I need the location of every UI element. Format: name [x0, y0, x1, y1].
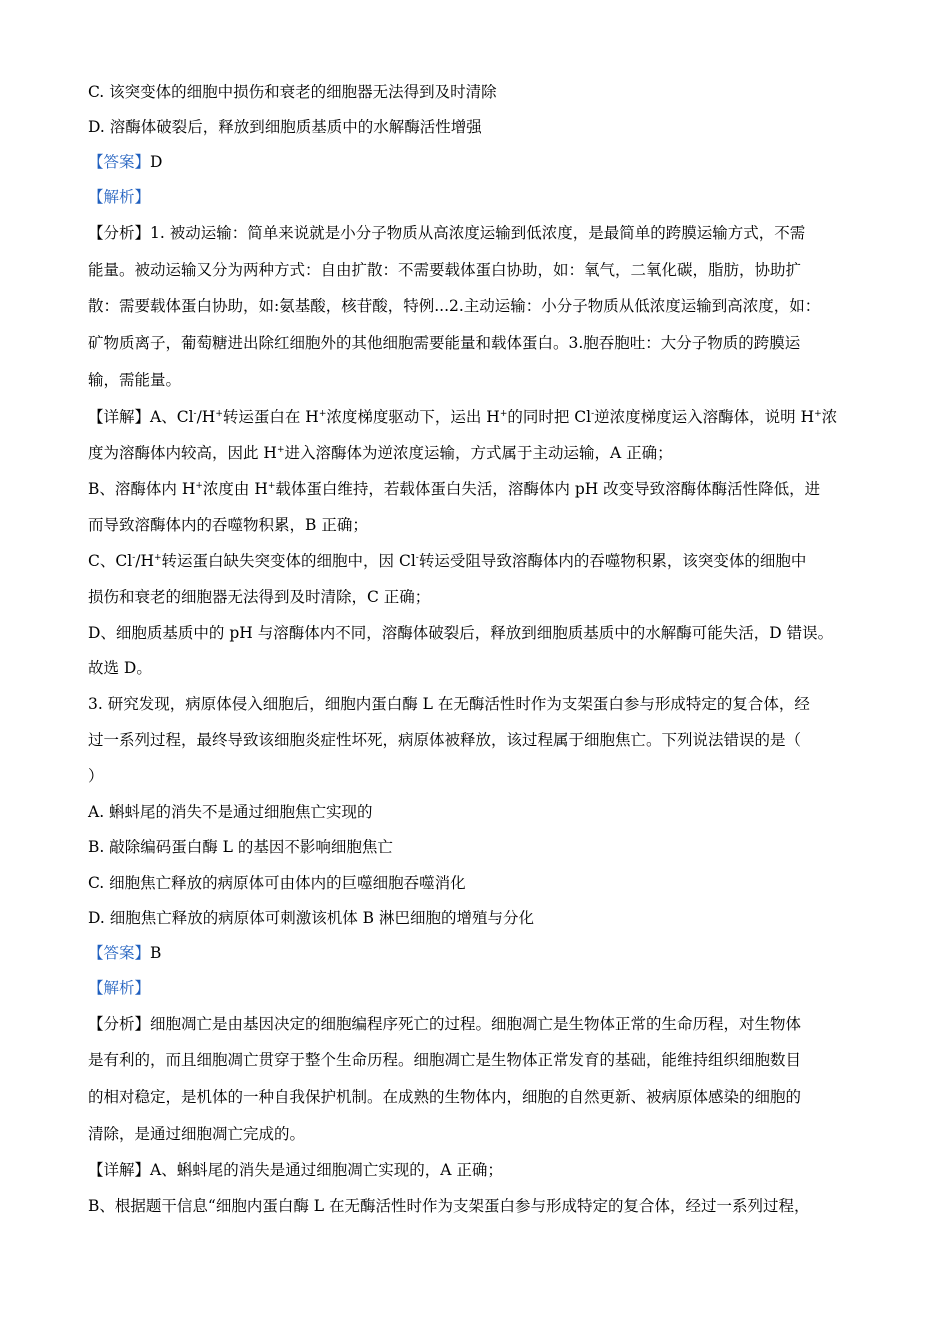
q2-fenxi-line-3: 散：需要载体蛋白协助，如:氨基酸，核苷酸，特例...2.主动运输：小分子物质从低浓度运输到高浓度，如：: [88, 297, 821, 315]
text-run: /H: [135, 552, 154, 570]
fenxi-label: 【分析】: [88, 1015, 151, 1033]
q2-xiangjie-c-line-1: [88, 551, 806, 571]
q2-option-c: C. 该突变体的细胞中损伤和衰老的细胞器无法得到及时清除: [88, 83, 497, 101]
q2-answer: [88, 152, 162, 172]
text-run: B、溶酶体内 H: [88, 480, 196, 498]
q3-stem-line-3: ）: [88, 767, 104, 785]
superscript: -: [193, 409, 197, 419]
superscript: +: [153, 553, 162, 563]
text-run: 浓度梯度驱动下，运出 H: [326, 408, 500, 426]
q3-option-c: C. 细胞焦亡释放的病原体可由体内的巨噬细胞吞噬消化: [88, 874, 466, 892]
q2-xiangjie-b-line-1: [88, 479, 820, 499]
xiangjie-label: 【详解】: [88, 1161, 151, 1179]
q2-xiangjie-b-line-2: 而导致溶酶体内的吞噬物积累，B 正确；: [88, 516, 368, 534]
superscript: -: [591, 409, 595, 419]
q2-fenxi-line-4: 矿物质离子，葡萄糖进出除红细胞外的其他细胞需要能量和载体蛋白。3.胞吞胞吐：大分子物质的跨膜运: [88, 334, 801, 352]
superscript: +: [215, 409, 223, 419]
superscript: +: [267, 481, 276, 491]
answer-label: 【答案】: [88, 153, 151, 171]
q3-stem-line-1: 3. 研究发现，病原体侵入细胞后，细胞内蛋白酶 L 在无酶活性时作为支架蛋白参与形成特定的复合体，经: [88, 695, 810, 713]
q2-xiangjie-a-line-2: [88, 443, 673, 463]
q3-fenxi-line-2: 是有利的，而且细胞凋亡贯穿于整个生命历程。细胞凋亡是生物体正常发育的基础，能维持组织细胞数目: [88, 1051, 802, 1069]
superscript: +: [318, 409, 327, 419]
q3-answer: [88, 943, 161, 963]
q2-fenxi-line-5: 输，需能量。: [88, 371, 182, 389]
xiangjie-text: A、蝌蚪尾的消失是通过细胞凋亡实现的，A 正确；: [150, 1161, 503, 1179]
q3-xiangjie-a: [88, 1160, 503, 1180]
text-run: 浓: [821, 408, 838, 426]
text-run: 度为溶酶体内较高，因此 H: [88, 444, 277, 462]
text-run: 转运蛋白在 H: [222, 408, 319, 426]
text-run: 的同时把 Cl: [507, 408, 592, 426]
text-run: 进入溶酶体为逆浓度运输，方式属于主动运输，A 正确；: [284, 444, 673, 462]
text-run: /H: [196, 408, 216, 426]
q2-xiangjie-c-line-2: 损伤和衰老的细胞器无法得到及时清除，C 正确；: [88, 588, 431, 606]
superscript: +: [499, 409, 508, 419]
q3-analysis-label: 【解析】: [88, 979, 151, 997]
fenxi-label: 【分析】: [88, 224, 151, 242]
q2-option-d: D. 溶酶体破裂后，释放到细胞质基质中的水解酶活性增强: [88, 118, 482, 136]
answer-value: B: [150, 944, 162, 962]
text-run: A、Cl: [150, 408, 194, 426]
superscript: +: [195, 481, 203, 491]
superscript: -: [132, 553, 136, 563]
q2-fenxi-line-2: 能量。被动运输又分为两种方式：自由扩散：不需要载体蛋白协助，如：氧气，二氧化碳，脂肪，协助扩: [88, 261, 802, 279]
text-run: 转运蛋白缺失突变体的细胞中，因 Cl: [161, 552, 416, 570]
fenxi-text: 1. 被动运输：简单来说就是小分子物质从高浓度运输到低浓度，是最简单的跨膜运输方式，不需: [150, 224, 806, 242]
q2-fenxi-line-1: [88, 223, 805, 243]
q2-xiangjie-d: D、细胞质基质中的 pH 与溶酶体内不同，溶酶体破裂后，释放到细胞质基质中的水解酶可能失活，D 错误。: [88, 624, 834, 642]
q3-fenxi-line-4: 清除，是通过细胞凋亡完成的。: [88, 1125, 306, 1143]
text-run: 浓度由 H: [202, 480, 268, 498]
text-run: C、Cl: [88, 552, 133, 570]
answer-value: D: [150, 153, 163, 171]
superscript: +: [276, 445, 285, 455]
text-run: 逆浓度梯度运入溶酶体，说明 H: [594, 408, 815, 426]
q3-option-a: A. 蝌蚪尾的消失不是通过细胞焦亡实现的: [88, 803, 373, 821]
superscript: +: [814, 409, 822, 419]
q3-fenxi-line-1: [88, 1014, 801, 1034]
superscript: -: [415, 553, 419, 563]
text-run: 载体蛋白维持，若载体蛋白失活，溶酶体内 pH 改变导致溶酶体酶活性降低，进: [275, 480, 821, 498]
q3-stem-line-2: 过一系列过程，最终导致该细胞炎症性坏死，病原体被释放，该过程属于细胞焦亡。下列说法错误的是（: [88, 731, 802, 749]
q3-option-d: D. 细胞焦亡释放的病原体可刺激该机体 B 淋巴细胞的增殖与分化: [88, 909, 534, 927]
q3-fenxi-line-3: 的相对稳定，是机体的一种自我保护机制。在成熟的生物体内，细胞的自然更新、被病原体感染的细胞的: [88, 1088, 802, 1106]
text-run: 转运受阻导致溶酶体内的吞噬物积累，该突变体的细胞中: [418, 552, 807, 570]
xiangjie-label: 【详解】: [88, 408, 151, 426]
q3-option-b: B. 敲除编码蛋白酶 L 的基因不影响细胞焦亡: [88, 838, 393, 856]
q2-xiangjie-a-line-1: [88, 407, 837, 427]
q2-analysis-label: 【解析】: [88, 188, 151, 206]
fenxi-text: 细胞凋亡是由基因决定的细胞编程序死亡的过程。细胞凋亡是生物体正常的生命历程，对生物体: [150, 1015, 802, 1033]
q3-xiangjie-b: B、根据题干信息“细胞内蛋白酶 L 在无酶活性时作为支架蛋白参与形成特定的复合体，经过一系列过程，: [88, 1197, 810, 1215]
answer-label: 【答案】: [88, 944, 151, 962]
q2-conclusion: 故选 D。: [88, 659, 152, 677]
